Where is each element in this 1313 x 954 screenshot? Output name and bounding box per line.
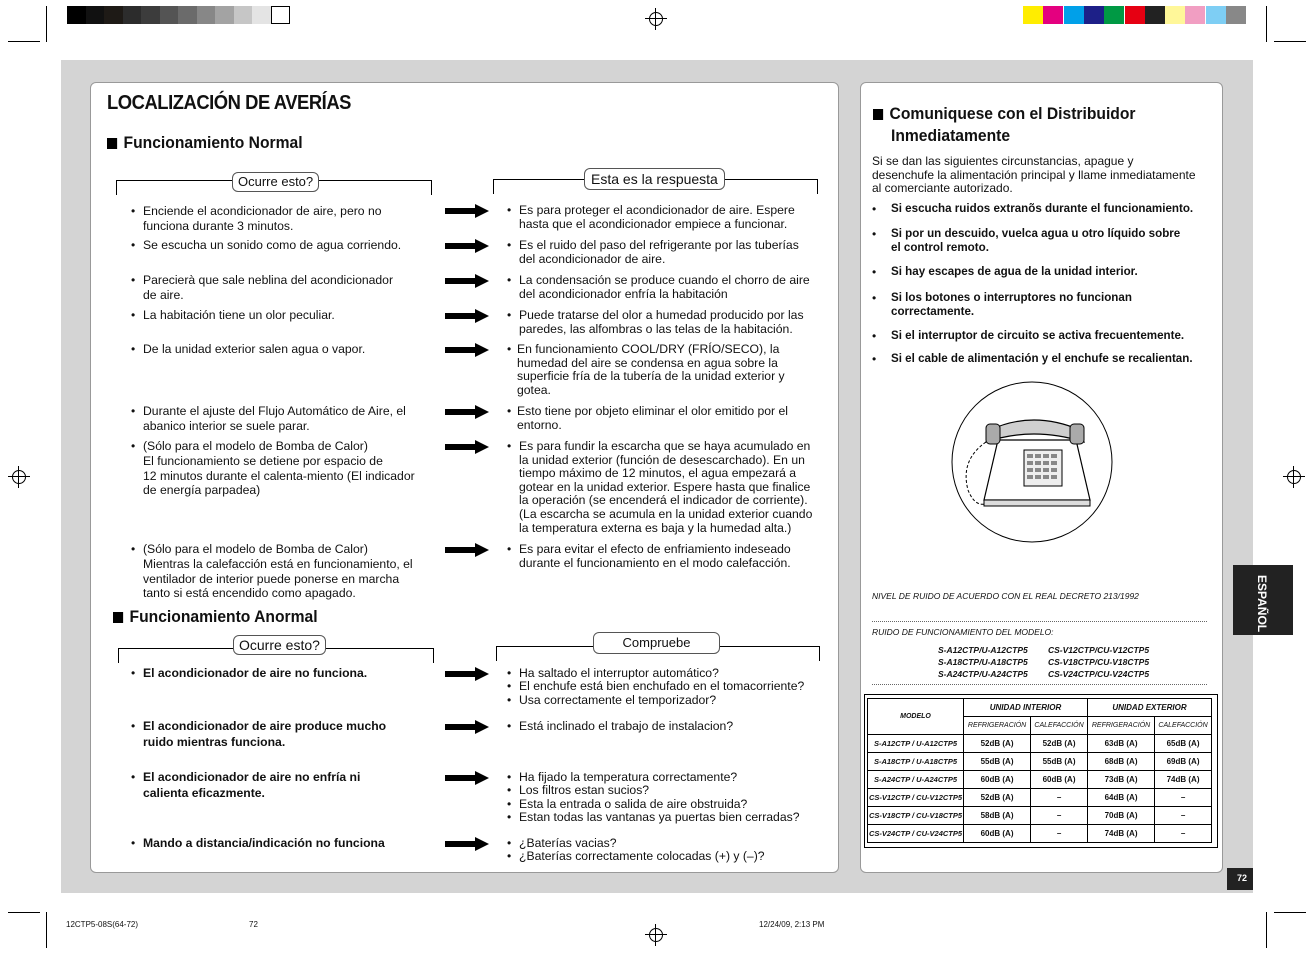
abnormal-heading-text: Funcionamiento Anormal [129, 607, 318, 626]
bullet-icon: • [131, 204, 136, 218]
color-swatch [1125, 6, 1145, 24]
arrow-head [475, 720, 489, 734]
bullet-icon: • [507, 203, 512, 217]
contact-item-line: Si el cable de alimentación y el enchufe se recalientan. [891, 352, 1193, 365]
bullet-icon: • [507, 679, 512, 694]
right-arrow-icon [445, 204, 489, 218]
gray-swatch [271, 6, 290, 24]
table-cell-value: – [1155, 789, 1212, 807]
table-cell-value: 63dB (A) [1087, 735, 1154, 753]
text-line: De la unidad exterior salen agua o vapor. [143, 342, 366, 356]
text-line: tanto si está encendido como apagado. [143, 586, 356, 601]
table-cell-value: 52dB (A) [964, 789, 1031, 807]
text-line: Puede tratarse del olor a humedad producido por las [519, 308, 804, 322]
color-swatch [1165, 6, 1185, 24]
model-name: S-A12CTP/U-A12CTP5 [938, 645, 1028, 655]
footer-file: 12CTP5-08S(64-72) [66, 920, 139, 929]
table-cell-value: 55dB (A) [964, 753, 1031, 771]
gray-swatch [86, 6, 105, 24]
right-arrow-icon [445, 543, 489, 557]
bullet-icon: • [507, 770, 512, 784]
bullet-icon: • [131, 238, 136, 252]
crop-mark [1274, 912, 1306, 913]
text-line: Mientras la calefacción está en funcionamiento, el [143, 556, 413, 571]
table-cell-value: 69dB (A) [1155, 753, 1212, 771]
arrow-head [475, 274, 489, 288]
arrow-shaft [445, 775, 477, 781]
right-arrow-icon [445, 239, 489, 253]
bullet-icon: • [507, 404, 512, 418]
color-swatch [1064, 6, 1084, 24]
color-swatch [1145, 6, 1165, 24]
bullet-icon: • [507, 810, 512, 825]
table-cell-value: 60dB (A) [1031, 771, 1088, 789]
bullet-icon: • [507, 273, 512, 287]
table-cell-value: 60dB (A) [964, 825, 1031, 843]
gray-swatch [104, 6, 123, 24]
table-cell-value: 70dB (A) [1087, 807, 1154, 825]
arrow-shaft [445, 444, 477, 450]
text-line: paredes, las alfombras o las telas de la habitación. [519, 321, 793, 336]
contact-heading-line2: Inmediatamente [891, 126, 1011, 145]
text-line: humedad del aire se condensa en agua sobre la [517, 355, 778, 370]
color-swatch [1104, 6, 1124, 24]
table-cell-value: 64dB (A) [1087, 789, 1154, 807]
gray-swatch [252, 6, 271, 24]
crop-mark [1266, 912, 1267, 948]
text-line: Durante el ajuste del Flujo Automático de Aire, el [143, 404, 406, 418]
arrow-shaft [445, 841, 477, 847]
contact-item-line: Si los botones o interruptores no funcionan [891, 291, 1132, 304]
color-swatch [1226, 6, 1246, 24]
registration-mark [8, 466, 30, 488]
crop-mark [46, 912, 47, 948]
dotted-divider [872, 684, 1207, 685]
right-arrow-icon [445, 837, 489, 851]
table-cell-model: S-A12CTP / U-A12CTP5 [868, 735, 964, 753]
bullet-icon: • [872, 352, 877, 366]
text-line: El funcionamiento se detiene por espacio de [143, 453, 383, 468]
right-arrow-icon [445, 405, 489, 419]
table-row [868, 825, 1212, 843]
text-line: Es para proteger el acondicionador de aire. Espere [519, 203, 795, 217]
text-line: la operación (se encenderá el indicador de corriente). [519, 493, 808, 508]
noise-model-label: RUIDO DE FUNCIONAMIENTO DEL MODELO: [872, 627, 1054, 637]
arrow-shaft [445, 671, 477, 677]
text-line: (La escarcha se acumula en la unidad exterior cuando [519, 507, 813, 521]
bullet-icon: • [872, 265, 877, 279]
table-cell-value: 58dB (A) [964, 807, 1031, 825]
arrow-head [475, 771, 489, 785]
normal-right-tag: Esta es la respuesta [584, 168, 725, 190]
text-line: (Sólo para el modelo de Bomba de Calor) [143, 439, 368, 453]
model-name: CS-V18CTP/CU-V18CTP5 [1048, 657, 1150, 667]
table-cell-value: 60dB (A) [964, 771, 1031, 789]
table-cell-value: 65dB (A) [1155, 735, 1212, 753]
text-line: La habitación tiene un olor peculiar. [143, 308, 335, 322]
language-tab-text: ESPAÑOL [1255, 575, 1269, 633]
table-cell-value: – [1031, 789, 1088, 807]
right-arrow-icon [445, 771, 489, 785]
bullet-icon: • [507, 783, 512, 798]
bullet-icon: • [507, 849, 512, 864]
table-row [868, 771, 1212, 789]
page-title: LOCALIZACIÓN DE AVERÍAS [107, 92, 351, 114]
text-line: El acondicionador de aire no funciona. [143, 666, 368, 680]
model-name: CS-V12CTP/CU-V12CTP5 [1048, 645, 1150, 655]
normal-heading [107, 133, 303, 153]
model-name: S-A18CTP/U-A18CTP5 [938, 657, 1028, 667]
table-subheader-cool: REFRIGERACIÓN [1087, 717, 1154, 735]
text-line: Parecierà que sale neblina del acondicionador [143, 273, 394, 287]
intro-line: desenchufe la alimentación principal y llame inmediatamente [872, 167, 1196, 182]
text-line: Mando a distancia/indicación no funciona [143, 836, 385, 850]
model-name: CS-V24CTP/CU-V24CTP5 [1048, 669, 1150, 679]
table-row [868, 753, 1212, 771]
text-line: El acondicionador de aire no enfría ni [143, 770, 361, 784]
text-line: abanico interior se suele parar. [143, 418, 310, 433]
contact-item-line: Si escucha ruidos extranõs durante el funcionamiento. [891, 202, 1194, 215]
text-line: gotea. [517, 382, 551, 397]
bullet-icon: • [131, 342, 136, 356]
arrow-head [475, 667, 489, 681]
table-row [868, 735, 1212, 753]
bullet-icon: • [131, 770, 136, 784]
text-line: Es para fundir la escarcha que se haya acumulado en [519, 439, 811, 453]
noise-table [867, 698, 1212, 843]
text-line: Es el ruido del paso del refrigerante por las tuberías [519, 238, 799, 252]
color-swatch [1043, 6, 1063, 24]
text-line: Esto tiene por objeto eliminar el olor emitido por el [517, 404, 788, 418]
text-line: Estan todas las vantanas ya puertas bien cerradas? [519, 810, 800, 825]
table-cell-model: CS-V12CTP / CU-V12CTP5 [868, 789, 964, 807]
table-row [868, 789, 1212, 807]
footer-page: 72 [249, 920, 258, 929]
bullet-icon: • [131, 439, 136, 453]
contact-item-line: el control remoto. [891, 241, 989, 254]
arrow-head [475, 405, 489, 419]
arrow-shaft [445, 547, 477, 553]
bullet-icon: • [872, 202, 877, 216]
table-cell-model: CS-V24CTP / CU-V24CTP5 [868, 825, 964, 843]
table-cell-value: 73dB (A) [1087, 771, 1154, 789]
telephone-illustration [950, 380, 1115, 545]
text-line: 12 minutos durante el calenta-miento (El indicador [143, 468, 415, 483]
table-subheader-heat: CALEFACCIÓN [1031, 717, 1088, 735]
bullet-icon: • [872, 329, 877, 343]
page-number: 72 [1237, 873, 1248, 883]
table-cell-value: – [1031, 825, 1088, 843]
text-line: ¿Baterías vacias? [519, 836, 617, 850]
bullet-icon: • [507, 542, 512, 556]
registration-mark [645, 8, 667, 30]
crop-mark [8, 912, 40, 913]
text-line: de aire. [143, 287, 184, 302]
text-line: (Sólo para el modelo de Bomba de Calor) [143, 542, 368, 556]
bullet-icon: • [131, 404, 136, 418]
language-tab [1233, 565, 1293, 635]
contact-heading [873, 104, 1158, 146]
intro-line: Si se dan las siguientes circunstancias, apague y [872, 154, 1134, 168]
text-line: del acondicionador enfría la habitación [519, 286, 728, 301]
model-name: S-A24CTP/U-A24CTP5 [938, 669, 1028, 679]
arrow-shaft [445, 313, 477, 319]
color-swatch [1084, 6, 1104, 24]
arrow-shaft [445, 347, 477, 353]
gray-swatch [123, 6, 142, 24]
bullet-icon: • [507, 719, 512, 733]
bullet-icon: • [507, 342, 512, 356]
table-row [868, 807, 1212, 825]
arrow-shaft [445, 724, 477, 730]
text-line: calienta eficazmente. [143, 785, 265, 800]
gray-swatch [178, 6, 197, 24]
models-right [1048, 644, 1149, 680]
text-line: ventilador de interior puede ponerse en marcha [143, 571, 400, 586]
bullet-icon: • [131, 719, 136, 733]
text-line: Esta la entrada o salida de aire obstruida? [519, 796, 748, 811]
text-line: de energía parpadea) [143, 483, 261, 498]
crop-mark [8, 41, 40, 42]
text-line: Usa correctamente el temporizador? [519, 692, 717, 707]
bullet-icon: • [131, 836, 136, 850]
crop-mark [1274, 41, 1306, 42]
table-cell-model: S-A24CTP / U-A24CTP5 [868, 771, 964, 789]
right-arrow-icon [445, 720, 489, 734]
intro-line: al comerciante autorizado. [872, 181, 1013, 195]
contact-item-line: Si hay escapes de agua de la unidad interior. [891, 265, 1138, 278]
right-arrow-icon [445, 440, 489, 454]
gray-swatch [67, 6, 86, 24]
arrow-head [475, 440, 489, 454]
table-header-indoor: UNIDAD INTERIOR [964, 699, 1088, 717]
crop-mark [46, 6, 47, 42]
text-line: gotear en la unidad exterior. Espere hasta que finalice [519, 479, 811, 494]
table-cell-value: – [1031, 807, 1088, 825]
text-line: la temperatura externa es baja y la humedad alta.) [519, 520, 792, 535]
normal-left-tag: Ocurre esto? [232, 172, 319, 192]
contact-heading-line1: Comuniquese con el Distribuidor [889, 104, 1136, 123]
gray-swatch [215, 6, 234, 24]
contact-item-line: Si por un descuido, vuelca agua u otro líquido sobre [891, 227, 1181, 240]
right-arrow-icon [445, 274, 489, 288]
bullet-icon: • [131, 308, 136, 322]
arrow-shaft [445, 243, 477, 249]
square-bullet-icon [107, 138, 117, 149]
table-cell-value: 68dB (A) [1087, 753, 1154, 771]
footer-date: 12/24/09, 2:13 PM [759, 920, 825, 929]
square-bullet-icon [113, 612, 123, 623]
bullet-icon: • [507, 439, 512, 453]
color-swatch [1185, 6, 1205, 24]
text-line: superficie fría de la tubería de la unidad exterior y [517, 369, 785, 384]
text-line: El enchufe está bien enchufado en el tomacorriente? [519, 679, 805, 694]
bullet-icon: • [507, 666, 512, 680]
arrow-shaft [445, 208, 477, 214]
color-swatch [1023, 6, 1043, 24]
table-header-outdoor: UNIDAD EXTERIOR [1087, 699, 1211, 717]
text-line: El acondicionador de aire produce mucho [143, 719, 387, 733]
table-subheader-heat: CALEFACCIÓN [1155, 717, 1212, 735]
text-line: Es para evitar el efecto de enfriamiento indeseado [519, 542, 791, 556]
right-arrow-icon [445, 343, 489, 357]
arrow-head [475, 309, 489, 323]
bullet-icon: • [131, 542, 136, 556]
bullet-icon: • [507, 308, 512, 322]
contact-item-line: correctamente. [891, 305, 975, 318]
gray-swatch [197, 6, 216, 24]
text-line: Se escucha un sonido como de agua corriendo. [143, 238, 402, 252]
arrow-head [475, 239, 489, 253]
arrow-head [475, 543, 489, 557]
text-line: durante el funcionamiento en el modo calefacción. [519, 555, 791, 570]
text-line: Los filtros estan sucios? [519, 783, 650, 798]
text-line: la unidad exterior (función de desescarchado). En un [519, 452, 805, 467]
table-cell-value: 74dB (A) [1087, 825, 1154, 843]
text-line: ¿Baterías correctamente colocadas (+) y (–)? [519, 849, 765, 864]
text-line: tiempo máximo de 12 minutos, el agua empezará a [519, 466, 797, 481]
text-line: Ha fijado la temperatura correctamente? [519, 770, 738, 784]
table-cell-value: 52dB (A) [964, 735, 1031, 753]
abnormal-right-tag: Compruebe [593, 632, 720, 654]
arrow-head [475, 204, 489, 218]
table-cell-value: 52dB (A) [1031, 735, 1088, 753]
text-line: hasta que el acondicionador empiece a funcionar. [519, 216, 788, 231]
color-swatch [1206, 6, 1226, 24]
bullet-icon: • [131, 666, 136, 680]
gray-swatch [141, 6, 160, 24]
crop-mark [1266, 6, 1267, 42]
table-cell-model: S-A18CTP / U-A18CTP5 [868, 753, 964, 771]
text-line: ruido mientras funciona. [143, 734, 286, 749]
arrow-head [475, 343, 489, 357]
text-line: Enciende el acondicionador de aire, pero no [143, 204, 382, 218]
right-arrow-icon [445, 667, 489, 681]
contact-item-line: Si el interruptor de circuito se activa frecuentemente. [891, 329, 1185, 342]
bullet-icon: • [872, 227, 877, 241]
table-cell-value: 74dB (A) [1155, 771, 1212, 789]
page-number-tab [1227, 868, 1253, 890]
text-line: funciona durante 3 minutos. [143, 218, 294, 233]
table-header-model-text: MODELO [900, 713, 931, 720]
normal-heading-text: Funcionamiento Normal [123, 133, 303, 152]
text-line: En funcionamiento COOL/DRY (FRÍO/SECO), la [517, 342, 780, 356]
table-cell-value: – [1155, 825, 1212, 843]
table-header-model [868, 699, 964, 735]
table-cell-value: 55dB (A) [1031, 753, 1088, 771]
arrow-head [475, 837, 489, 851]
table-subheader-cool: REFRIGERACIÓN [964, 717, 1031, 735]
bullet-icon: • [507, 836, 512, 850]
models-left [938, 644, 1028, 680]
gray-swatch [234, 6, 253, 24]
text-line: Está inclinado el trabajo de instalacion? [519, 719, 734, 733]
abnormal-left-tag: Ocurre esto? [233, 635, 326, 655]
registration-mark [645, 924, 667, 946]
bullet-icon: • [507, 692, 512, 707]
gray-swatch [160, 6, 179, 24]
noise-regulation-text: NIVEL DE RUIDO DE ACUERDO CON EL REAL DECRETO 213/1992 [872, 591, 1139, 601]
contact-intro [872, 155, 1196, 196]
arrow-shaft [445, 278, 477, 284]
bullet-icon: • [872, 291, 877, 305]
dotted-divider [872, 621, 1207, 622]
abnormal-heading [113, 607, 318, 627]
bullet-icon: • [507, 238, 512, 252]
table-cell-model: CS-V18CTP / CU-V18CTP5 [868, 807, 964, 825]
table-cell-value: – [1155, 807, 1212, 825]
text-line: del acondicionador de aire. [519, 251, 666, 266]
bullet-icon: • [131, 273, 136, 287]
bullet-icon: • [507, 796, 512, 811]
text-line: La condensación se produce cuando el chorro de aire [519, 273, 810, 287]
arrow-shaft [445, 409, 477, 415]
square-bullet-icon [873, 109, 883, 120]
registration-mark [1283, 466, 1305, 488]
text-line: Ha saltado el interruptor automático? [519, 666, 719, 680]
text-line: entorno. [517, 417, 562, 432]
right-arrow-icon [445, 309, 489, 323]
